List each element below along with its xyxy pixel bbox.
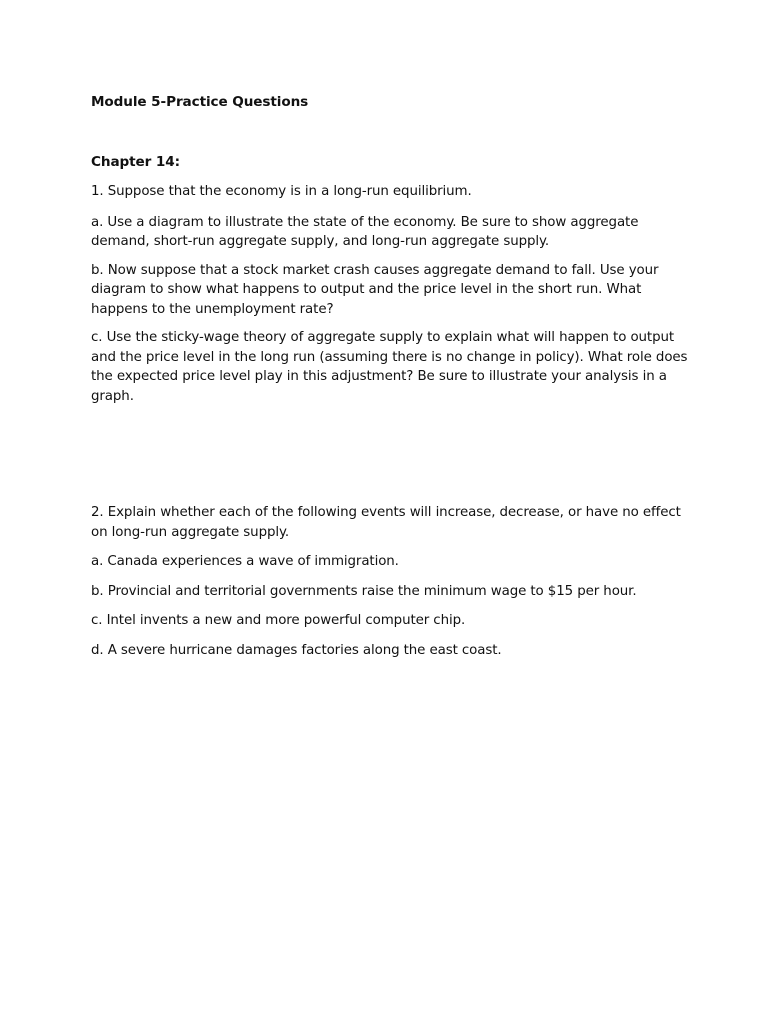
document-title: Module 5-Practice Questions — [91, 94, 309, 110]
question-1a: a. Use a diagram to illustrate the state of the economy. Be sure to show aggregate demand, short-run aggregate supply, and long-run aggregate supply. — [91, 214, 639, 249]
question-1b: b. Now suppose that a stock market crash causes aggregate demand to fall. Use your diagram to show what happens to output and the price level in the short run. What happens to the unemployment rate? — [91, 262, 659, 317]
question-2-stem: 2. Explain whether each of the following events will increase, decrease, or have no effect on long-run aggregate supply. — [91, 505, 681, 540]
question-2d: d. A severe hurricane damages factories along the east coast. — [91, 642, 502, 658]
question-1c: c. Use the sticky-wage theory of aggregate supply to explain what will happen to output and the price level in the long run (assuming there is no change in policy). What role does the expected price level play in this adjustment? Be sure to illustrate your analysis in a graph. — [91, 330, 688, 404]
question-2a: a. Canada experiences a wave of immigration. — [91, 554, 399, 569]
question-2b: b. Provincial and territorial governments raise the minimum wage to $15 per hour. — [91, 583, 637, 599]
question-1-stem: 1. Suppose that the economy is in a long-run equilibrium. — [91, 184, 472, 199]
question-2c: c. Intel invents a new and more powerful computer chip. — [91, 613, 466, 628]
document-body — [91, 93, 691, 660]
chapter-heading: Chapter 14: — [91, 153, 180, 170]
